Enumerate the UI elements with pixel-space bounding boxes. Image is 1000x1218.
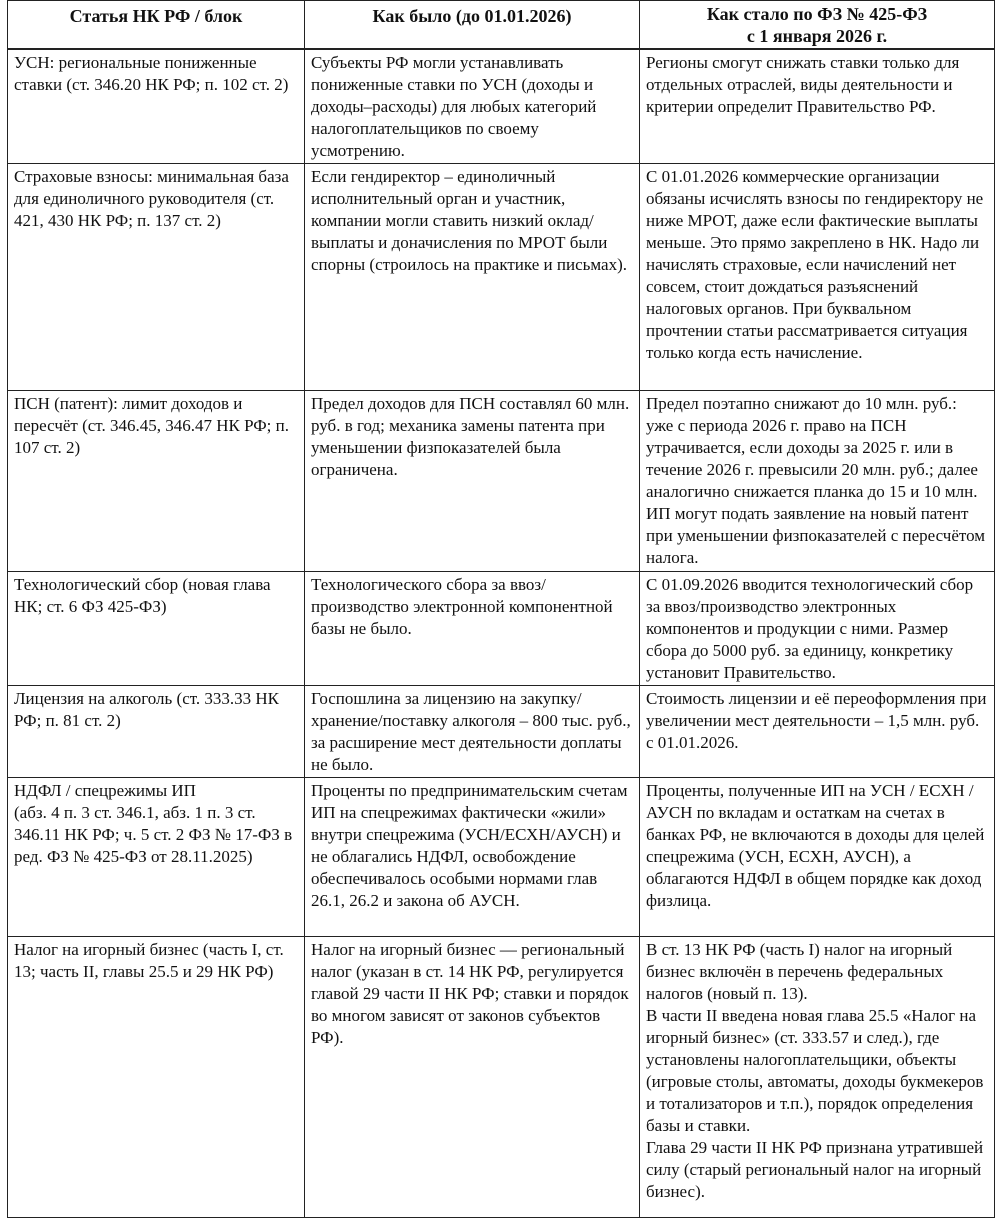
header-row [8,1,995,50]
table-header [8,1,995,50]
cell-after: Регионы смогут снижать ставки только для отдельных отраслей, виды деятельности и критерии определит Правительство РФ. [640,49,995,164]
cell-before: Если гендиректор – единоличный исполнительный орган и участник, компании могли ставить низкий оклад/выплаты и доначисления по МРОТ были спорны (строилось на практике и письмах). [305,164,640,391]
cell-after: С 01.09.2026 вводится технологический сбор за ввоз/производство электронных компонентов и продукции с ними. Размер сбора до 5000 руб. за единицу, конкретику установит Правительство. [640,572,995,686]
table-row [8,686,995,778]
cell-article: Налог на игорный бизнес (часть I, ст. 13; часть II, главы 25.5 и 29 НК РФ) [8,937,305,1218]
cell-after: Проценты, полученные ИП на УСН / ЕСХН / АУСН по вкладам и остаткам на счетах в банках РФ, не включаются в доходы для целей спецрежима (УСН, ЕСХН, АУСН), а облагаются НДФЛ в общем порядке как доход физлица. [640,778,995,937]
table-body [8,49,995,1218]
cell-article: Технологический сбор (новая глава НК; ст. 6 ФЗ 425-ФЗ) [8,572,305,686]
cell-before: Госпошлина за лицензию на закупку/хранение/поставку алкоголя – 800 тыс. руб., за расширение мест деятельности доплаты не было. [305,686,640,778]
table-row [8,937,995,1218]
cell-before: Налог на игорный бизнес — региональный налог (указан в ст. 14 НК РФ, регулируется главой 29 части II НК РФ; ставки и порядок во многом зависят от законов субъектов РФ). [305,937,640,1218]
cell-article: Страховые взносы: минимальная база для единоличного руководителя (ст. 421, 430 НК РФ; п. 137 ст. 2) [8,164,305,391]
cell-before: Субъекты РФ могли устанавливать пониженные ставки по УСН (доходы и доходы–расходы) для любых категорий налогоплательщиков по своему усмотрению. [305,49,640,164]
table-row [8,778,995,937]
table-row [8,572,995,686]
cell-before: Проценты по предпринимательским счетам ИП на спецрежимах фактически «жили» внутри спецрежима (УСН/ЕСХН/АУСН) и не облагались НДФЛ, освобождение обеспечивалось особыми нормами глав 26.1, 26.2 и закона об АУСН. [305,778,640,937]
table-row [8,164,995,391]
header-article: Статья НК РФ / блок [8,1,305,50]
cell-article: УСН: региональные пониженные ставки (ст. 346.20 НК РФ; п. 102 ст. 2) [8,49,305,164]
table-row [8,391,995,572]
cell-before: Технологического сбора за ввоз/производство электронной компонентной базы не было. [305,572,640,686]
cell-after: С 01.01.2026 коммерческие организации обязаны исчислять взносы по гендиректору не ниже МРОТ, даже если фактические выплаты меньше. Это прямо закреплено в НК. Надо ли начислять страховые, если начислений нет совсем, стоит дождаться разъяснений налоговых органов. При буквальном прочтении статьи рассматривается ситуация только когда есть начисление. [640,164,995,391]
table-row [8,49,995,164]
cell-article: НДФЛ / спецрежимы ИП (абз. 4 п. 3 ст. 346.1, абз. 1 п. 3 ст. 346.11 НК РФ; ч. 5 ст. 2 ФЗ № 17-ФЗ в ред. ФЗ № 425-ФЗ от 28.11.2025) [8,778,305,937]
cell-after: В ст. 13 НК РФ (часть I) налог на игорный бизнес включён в перечень федеральных налогов (новый п. 13). В части II введена новая глава 25.5 «Налог на игорный бизнес» (ст. 333.57 и след.), где установлены налогоплательщики, объекты (игровые столы, автоматы, доходы букмекеров и тотализаторов и т.п.), порядок определения базы и ставки. Глава 29 части II НК РФ признана утратившей силу (старый региональный налог на игорный бизнес). [640,937,995,1218]
header-before: Как было (до 01.01.2026) [305,1,640,50]
cell-article: Лицензия на алкоголь (ст. 333.33 НК РФ; п. 81 ст. 2) [8,686,305,778]
header-after: Как стало по ФЗ № 425-ФЗ с 1 января 2026 г. [640,1,995,50]
cell-article: ПСН (патент): лимит доходов и пересчёт (ст. 346.45, 346.47 НК РФ; п. 107 ст. 2) [8,391,305,572]
comparison-table [7,0,995,1218]
cell-before: Предел доходов для ПСН составлял 60 млн. руб. в год; механика замены патента при уменьшении физпоказателей была ограничена. [305,391,640,572]
cell-after: Стоимость лицензии и её переоформления при увеличении мест деятельности – 1,5 млн. руб. с 01.01.2026. [640,686,995,778]
cell-after: Предел поэтапно снижают до 10 млн. руб.: уже с периода 2026 г. право на ПСН утрачивается, если доходы за 2025 г. или в течение 2026 г. превысили 20 млн. руб.; далее аналогично снижается планка до 15 и 10 млн. ИП могут подать заявление на новый патент при уменьшении физпоказателей с пересчётом налога. [640,391,995,572]
